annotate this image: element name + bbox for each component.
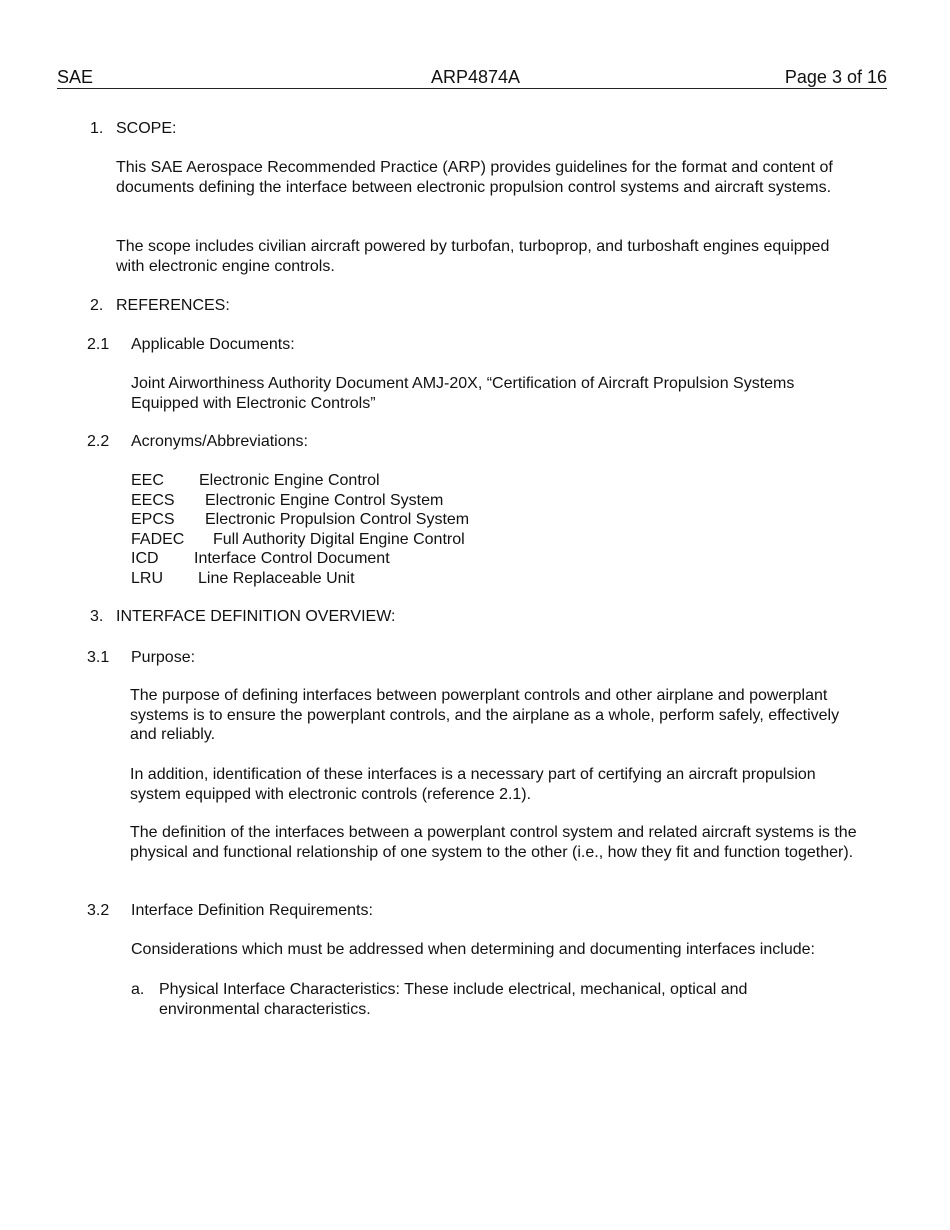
page-header xyxy=(57,66,887,89)
acronym-row xyxy=(131,549,390,569)
section-1-title: SCOPE: xyxy=(116,120,177,137)
acronym-code: LRU xyxy=(131,570,164,587)
section-3-1-paragraph-3: The definition of the interfaces between a powerplant control system and related aircraft systems is the physical and functional relationship of one system to the other (i.e., how they fit and function together). xyxy=(130,824,857,861)
section-2-1-number: 2.1 xyxy=(87,336,110,353)
acronym-row xyxy=(131,510,469,530)
section-3-2-title: Interface Definition Requirements: xyxy=(131,902,373,919)
section-2-2-title: Acronyms/Abbreviations: xyxy=(131,433,308,450)
section-2-title: REFERENCES: xyxy=(116,297,230,314)
section-3-2-paragraph: Considerations which must be addressed when determining and documenting interfaces include: xyxy=(131,941,815,958)
acronym-row xyxy=(131,471,380,491)
section-3-title: INTERFACE DEFINITION OVERVIEW: xyxy=(116,608,396,625)
acronym-code: ICD xyxy=(131,550,159,567)
header-org: SAE xyxy=(57,67,94,87)
acronym-row xyxy=(131,569,355,589)
header-doc-number: ARP4874A xyxy=(431,67,521,87)
acronym-meaning: Electronic Engine Control xyxy=(199,472,380,489)
acronym-code: FADEC xyxy=(131,531,185,548)
acronym-row xyxy=(131,491,443,511)
section-1-paragraph-2: The scope includes civilian aircraft powered by turbofan, turboprop, and turboshaft engines equipped with electronic engine controls. xyxy=(116,238,830,275)
section-1-number: 1. xyxy=(90,120,104,137)
acronym-meaning: Interface Control Document xyxy=(194,550,390,567)
section-2-2-number: 2.2 xyxy=(87,433,110,450)
list-item-a-text: Physical Interface Characteristics: These include electrical, mechanical, optical and environmental characteristics. xyxy=(159,981,748,1018)
section-2-1-paragraph: Joint Airworthiness Authority Document AMJ-20X, “Certification of Aircraft Propulsion Systems Equipped with Electronic Controls” xyxy=(131,375,795,412)
acronym-meaning: Line Replaceable Unit xyxy=(198,570,355,587)
section-2-number: 2. xyxy=(90,297,104,314)
section-3-1-paragraph-1: The purpose of defining interfaces between powerplant controls and other airplane and powerplant systems is to ensure the powerplant controls, and the airplane as a whole, perform safely, effectively and reliably. xyxy=(130,687,840,743)
acronym-row xyxy=(131,530,465,550)
acronym-meaning: Full Authority Digital Engine Control xyxy=(213,531,465,548)
section-3-1-number: 3.1 xyxy=(87,649,110,666)
section-3-2-number: 3.2 xyxy=(87,902,110,919)
section-3-1-title: Purpose: xyxy=(131,649,196,666)
section-3-number: 3. xyxy=(90,608,104,625)
list-item-a-label: a. xyxy=(131,981,145,998)
acronym-code: EPCS xyxy=(131,511,175,528)
acronym-meaning: Electronic Engine Control System xyxy=(205,492,444,509)
acronym-code: EEC xyxy=(131,472,164,489)
header-page-number: Page 3 of 16 xyxy=(784,67,887,87)
section-2-1-title: Applicable Documents: xyxy=(131,336,295,353)
acronym-meaning: Electronic Propulsion Control System xyxy=(205,511,470,528)
section-3-1-paragraph-2: In addition, identification of these interfaces is a necessary part of certifying an aircraft propulsion system equipped with electronic controls (reference 2.1). xyxy=(130,766,816,803)
section-1-paragraph-1: This SAE Aerospace Recommended Practice (ARP) provides guidelines for the format and content of documents defining the interface between electronic propulsion control systems and aircraft systems. xyxy=(116,159,833,196)
acronym-code: EECS xyxy=(131,492,175,509)
